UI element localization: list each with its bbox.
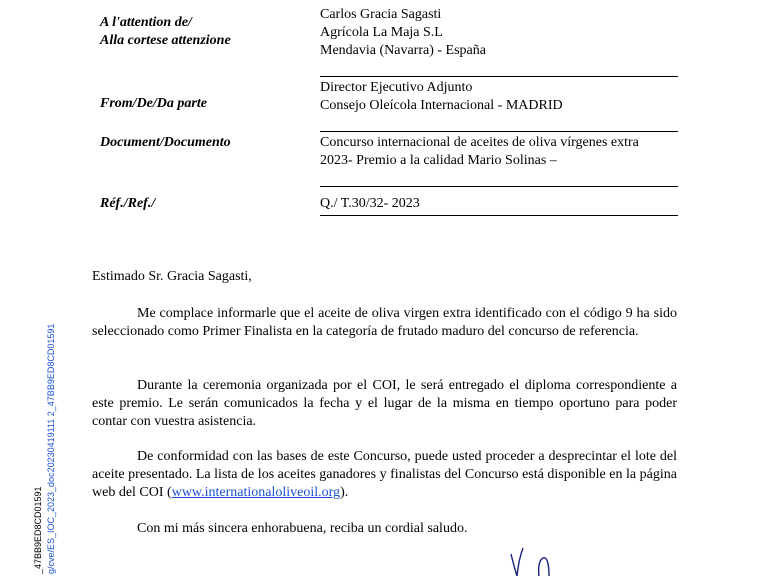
paragraph-1-text: Me complace informarle que el aceite de oliva virgen extra identificado con el código 9 ha sido seleccionado como Primer Finalista en la categoría de frutado maduro del concurso de referencia. [92, 306, 677, 339]
document-title-line-1: Concurso internacional de aceites de oliva vírgenes extra [320, 135, 639, 150]
recipient-location: Mendavia (Navarra) - España [320, 43, 486, 58]
coi-website-link[interactable]: www.internationaloliveoil.org [171, 485, 341, 500]
divider-line [320, 76, 678, 77]
margin-verification-link[interactable]: g/cve/ES_IOC_2023_doc20230419111 2_47BB9ED8CD01591 [46, 323, 56, 574]
closing [92, 520, 677, 538]
divider-line [320, 215, 678, 216]
recipient-name: Carlos Gracia Sagasti [320, 7, 442, 22]
divider-line [320, 131, 678, 132]
attention-label-1: A l'attention de/ [100, 15, 192, 30]
paragraph-3 [92, 448, 677, 502]
closing-text: Con mi más sincera enhorabuena, reciba un cordial saludo. [137, 521, 468, 536]
paragraph-3-text: De conformidad con las bases de este Concurso, puede usted proceder a desprecintar el lote del aceite presentado. La lista de los aceites ganadores y finalistas del Concurso está disponible en la página web del COI ( [92, 449, 677, 500]
from-label: From/De/Da parte [100, 96, 207, 111]
paragraph-1 [92, 305, 677, 341]
sender-organization: Consejo Oleícola Internacional - MADRID [320, 98, 563, 113]
paragraph-3-end: ). [340, 485, 349, 500]
paragraph-2-text: Durante la ceremonia organizada por el COI, le será entregado el diploma correspondiente a este premio. Le serán comunicados la fecha y el lugar de la misma en tiempo oportuno para poder contar con vuestra asistencia. [92, 378, 677, 429]
salutation: Estimado Sr. Gracia Sagasti, [92, 269, 252, 284]
paragraph-2 [92, 377, 677, 431]
margin-code: _47BB9ED8CD01591 [33, 486, 43, 574]
recipient-company: Agrícola La Maja S.L [320, 25, 443, 40]
signature [505, 540, 565, 576]
document-label: Document/Documento [100, 135, 231, 150]
attention-label-2: Alla cortese attenzione [100, 33, 231, 48]
divider-line [320, 186, 678, 187]
reference-label: Réf./Ref./ [100, 196, 156, 211]
sender-title: Director Ejecutivo Adjunto [320, 80, 473, 95]
reference-value: Q./ T.30/32- 2023 [320, 196, 420, 211]
document-title-line-2: 2023- Premio a la calidad Mario Solinas – [320, 153, 557, 168]
